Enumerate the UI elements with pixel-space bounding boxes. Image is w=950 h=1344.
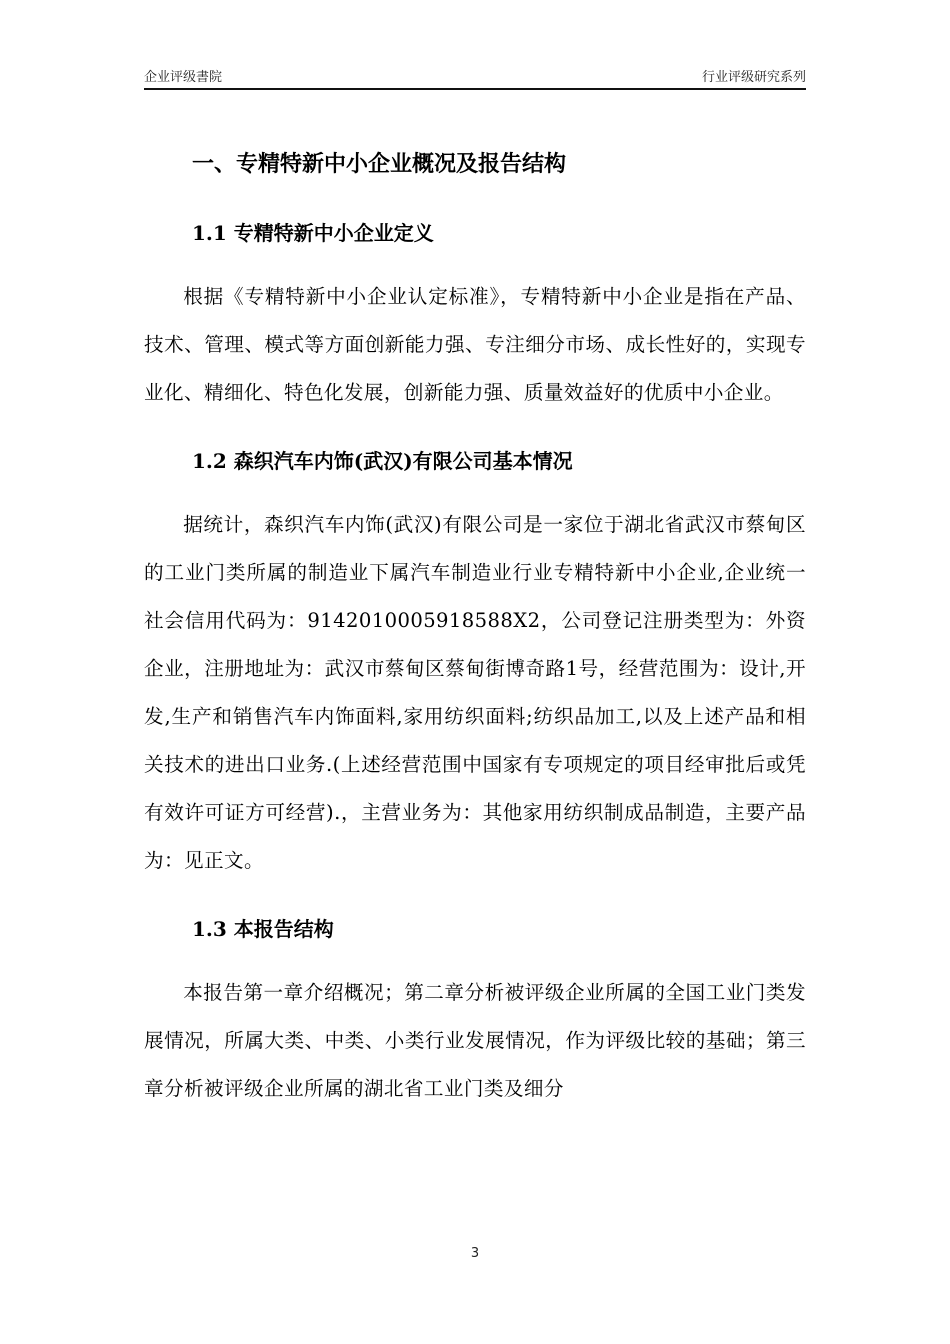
section-1-3-paragraph: 本报告第一章介绍概况；第二章分析被评级企业所属的全国工业门类发展情况，所属大类、中类、小类行业发展情况，作为评级比较的基础；第三章分析被评级企业所属的湖北省工业门类及细分	[144, 981, 806, 1100]
header-divider	[144, 88, 806, 90]
section-1-3-title: 1.3 本报告结构	[192, 917, 334, 941]
header-series: 行业评级研究系列	[701, 70, 806, 85]
header-publisher: 企业评级書院	[144, 70, 223, 85]
section-1-1-title: 1.1 专精特新中小企业定义	[192, 221, 434, 245]
section-1-1-paragraph: 根据《专精特新中小企业认定标准》，专精特新中小企业是指在产品、技术、管理、模式等方面创新能力强、专注细分市场、成长性好的，实现专业化、精细化、特色化发展，创新能力强、质量效益好的优质中小企业。	[144, 285, 806, 404]
section-1-2-title: 1.2 森织汽车内饰(武汉)有限公司基本情况	[192, 449, 573, 473]
document-body	[144, 135, 806, 1113]
chapter-title: 一、专精特新中小企业概况及报告结构	[192, 151, 567, 177]
page-header	[144, 68, 806, 88]
page-number: 3	[470, 1246, 480, 1261]
section-1-2-paragraph: 据统计，森织汽车内饰(武汉)有限公司是一家位于湖北省武汉市蔡甸区的工业门类所属的制造业下属汽车制造业行业专精特新中小企业,企业统一社会信用代码为：9142010005918588X2，公司登记注册类型为：外资企业，注册地址为：武汉市蔡甸区蔡甸街博奇路1号，经营范围为：设计,开发,生产和销售汽车内饰面料,家用纺织面料;纺织品加工,以及上述产品和相关技术的进出口业务.(上述经营范围中国家有专项规定的项目经审批后或凭有效许可证方可经营).，主营业务为：其他家用纺织制成品制造，主要产品为：见正文。	[144, 513, 806, 872]
